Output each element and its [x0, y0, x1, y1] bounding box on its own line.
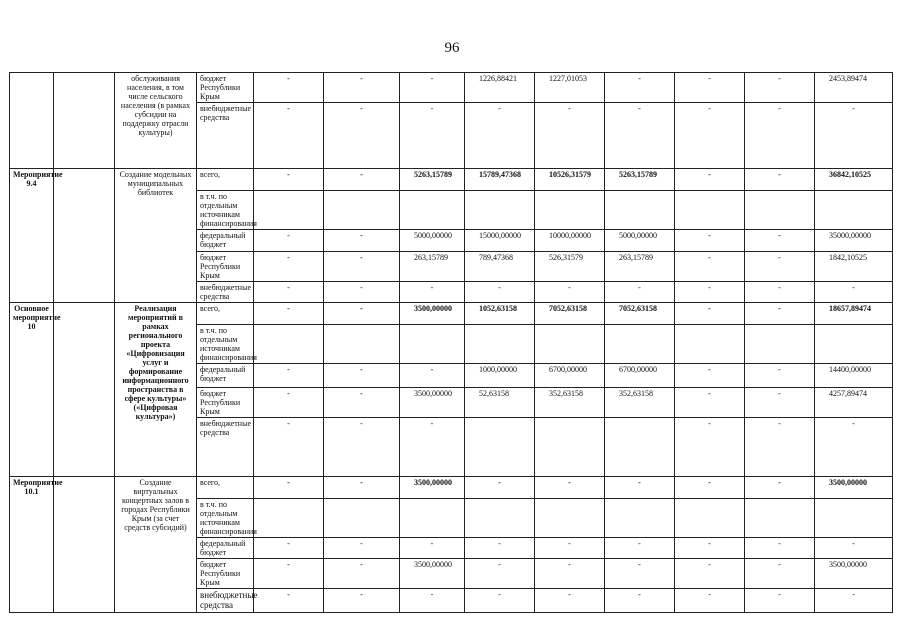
value-cell: -: [400, 282, 465, 303]
value-cell: [400, 325, 465, 364]
value-cell: [605, 499, 675, 538]
funding-source: федеральный бюджет: [197, 364, 254, 388]
measure-code: [10, 73, 54, 169]
measure-name: Реализация мероприятий в рамках регионального проекта «Цифровизация услуг и формирование информационного пространства в сфере культуры» («Цифровая культура»): [115, 303, 197, 477]
empty-cell: [54, 73, 115, 169]
value-cell: -: [254, 418, 324, 477]
value-cell: -: [535, 538, 605, 559]
funding-source: внебюджетные средства: [197, 103, 254, 169]
value-cell: -: [324, 477, 400, 499]
value-cell: 6700,00000: [535, 364, 605, 388]
value-cell: -: [465, 477, 535, 499]
value-cell: -: [605, 103, 675, 169]
value-cell: 1842,10525: [815, 252, 893, 282]
empty-cell: [54, 477, 115, 613]
funding-source: в т.ч. по отдельным источникам финансирования: [197, 325, 254, 364]
value-cell: 526,31579: [535, 252, 605, 282]
value-cell: [465, 325, 535, 364]
value-cell: -: [324, 589, 400, 613]
value-cell: -: [815, 418, 893, 477]
value-cell: -: [400, 364, 465, 388]
value-cell: 1226,88421: [465, 73, 535, 103]
value-cell: [324, 191, 400, 230]
funding-source: в т.ч. по отдельным источникам финансирования: [197, 499, 254, 538]
value-cell: 36842,10525: [815, 169, 893, 191]
funding-source: бюджет Республики Крым: [197, 388, 254, 418]
measure-code: Мероприятие 10.1: [10, 477, 54, 613]
value-cell: 3500,00000: [400, 303, 465, 325]
value-cell: -: [254, 282, 324, 303]
value-cell: 10526,31579: [535, 169, 605, 191]
value-cell: [745, 325, 815, 364]
value-cell: -: [675, 252, 745, 282]
value-cell: [815, 325, 893, 364]
value-cell: 6700,00000: [605, 364, 675, 388]
value-cell: -: [675, 169, 745, 191]
value-cell: 352,63158: [535, 388, 605, 418]
value-cell: -: [400, 589, 465, 613]
value-cell: -: [465, 589, 535, 613]
value-cell: 263,15789: [605, 252, 675, 282]
value-cell: [745, 191, 815, 230]
value-cell: -: [745, 559, 815, 589]
value-cell: [605, 191, 675, 230]
funding-source: всего,: [197, 477, 254, 499]
value-cell: [535, 191, 605, 230]
measure-code: Мероприятие 9.4: [10, 169, 54, 303]
value-cell: -: [254, 230, 324, 252]
value-cell: 3500,00000: [400, 388, 465, 418]
value-cell: -: [675, 388, 745, 418]
value-cell: -: [465, 282, 535, 303]
funding-source: бюджет Республики Крым: [197, 73, 254, 103]
value-cell: -: [605, 477, 675, 499]
value-cell: [465, 418, 535, 477]
value-cell: -: [745, 364, 815, 388]
value-cell: -: [675, 282, 745, 303]
value-cell: -: [254, 169, 324, 191]
value-cell: 15000,00000: [465, 230, 535, 252]
value-cell: 3500,00000: [400, 559, 465, 589]
value-cell: -: [254, 477, 324, 499]
value-cell: -: [675, 103, 745, 169]
value-cell: 5000,00000: [605, 230, 675, 252]
value-cell: 789,47368: [465, 252, 535, 282]
value-cell: -: [254, 589, 324, 613]
value-cell: [815, 499, 893, 538]
measure-name: обслуживания населения, в том числе сельского населения (в рамках субсидии на поддержку отрасли культуры): [115, 73, 197, 169]
funding-source: бюджет Республики Крым: [197, 559, 254, 589]
table-row: [10, 477, 893, 499]
value-cell: 3500,00000: [815, 559, 893, 589]
funding-source: внебюджетные средства: [197, 589, 254, 613]
value-cell: -: [254, 303, 324, 325]
value-cell: -: [324, 282, 400, 303]
value-cell: -: [535, 103, 605, 169]
value-cell: [535, 325, 605, 364]
empty-cell: [54, 169, 115, 303]
value-cell: -: [535, 589, 605, 613]
value-cell: 3500,00000: [815, 477, 893, 499]
value-cell: 4257,89474: [815, 388, 893, 418]
value-cell: -: [324, 103, 400, 169]
value-cell: -: [324, 303, 400, 325]
value-cell: -: [324, 538, 400, 559]
value-cell: -: [605, 73, 675, 103]
value-cell: -: [254, 388, 324, 418]
value-cell: [254, 325, 324, 364]
value-cell: [400, 499, 465, 538]
funding-source: бюджет Республики Крым: [197, 252, 254, 282]
value-cell: 352,63158: [605, 388, 675, 418]
value-cell: -: [400, 418, 465, 477]
value-cell: -: [254, 252, 324, 282]
value-cell: 3500,00000: [400, 477, 465, 499]
value-cell: -: [324, 252, 400, 282]
value-cell: -: [324, 418, 400, 477]
value-cell: -: [465, 103, 535, 169]
value-cell: -: [324, 388, 400, 418]
value-cell: [254, 499, 324, 538]
value-cell: -: [675, 589, 745, 613]
value-cell: -: [605, 559, 675, 589]
value-cell: -: [400, 103, 465, 169]
value-cell: -: [605, 589, 675, 613]
value-cell: -: [535, 477, 605, 499]
value-cell: 2453,89474: [815, 73, 893, 103]
value-cell: 7052,63158: [535, 303, 605, 325]
value-cell: -: [745, 388, 815, 418]
value-cell: [675, 325, 745, 364]
value-cell: -: [400, 538, 465, 559]
value-cell: -: [675, 559, 745, 589]
value-cell: -: [254, 364, 324, 388]
value-cell: [815, 191, 893, 230]
measure-name: Создание виртуальных концертных залов в городах Республики Крым (за счет средств субсидий): [115, 477, 197, 613]
value-cell: [400, 191, 465, 230]
value-cell: 10000,00000: [535, 230, 605, 252]
value-cell: [535, 418, 605, 477]
value-cell: -: [535, 282, 605, 303]
value-cell: [605, 325, 675, 364]
value-cell: -: [675, 418, 745, 477]
value-cell: 18657,89474: [815, 303, 893, 325]
value-cell: [465, 191, 535, 230]
value-cell: 14400,00000: [815, 364, 893, 388]
value-cell: 7052,63158: [605, 303, 675, 325]
value-cell: -: [745, 418, 815, 477]
funding-source: всего,: [197, 169, 254, 191]
value-cell: -: [745, 477, 815, 499]
value-cell: -: [324, 169, 400, 191]
value-cell: -: [745, 73, 815, 103]
value-cell: -: [745, 538, 815, 559]
value-cell: [465, 499, 535, 538]
value-cell: -: [815, 103, 893, 169]
value-cell: -: [675, 477, 745, 499]
value-cell: [254, 191, 324, 230]
value-cell: 1000,00000: [465, 364, 535, 388]
value-cell: -: [745, 252, 815, 282]
value-cell: -: [745, 303, 815, 325]
funding-source: внебюджетные средства: [197, 282, 254, 303]
value-cell: -: [745, 230, 815, 252]
value-cell: -: [675, 538, 745, 559]
value-cell: 35000,00000: [815, 230, 893, 252]
value-cell: 1052,63158: [465, 303, 535, 325]
measure-name: Создание модельных муниципальных библиотек: [115, 169, 197, 303]
funding-source: федеральный бюджет: [197, 230, 254, 252]
value-cell: -: [254, 559, 324, 589]
value-cell: 5263,15789: [400, 169, 465, 191]
value-cell: 15789,47368: [465, 169, 535, 191]
value-cell: [324, 325, 400, 364]
measure-code: Основное мероприятие 10: [10, 303, 54, 477]
value-cell: -: [745, 169, 815, 191]
value-cell: -: [535, 559, 605, 589]
table-row: [10, 169, 893, 191]
value-cell: -: [400, 73, 465, 103]
funding-source: всего,: [197, 303, 254, 325]
funding-source: федеральный бюджет: [197, 538, 254, 559]
value-cell: -: [745, 589, 815, 613]
value-cell: 263,15789: [400, 252, 465, 282]
value-cell: -: [605, 538, 675, 559]
value-cell: -: [254, 73, 324, 103]
value-cell: -: [815, 538, 893, 559]
funding-source: в т.ч. по отдельным источникам финансирования: [197, 191, 254, 230]
value-cell: 5000,00000: [400, 230, 465, 252]
value-cell: 52,63158: [465, 388, 535, 418]
value-cell: -: [675, 230, 745, 252]
value-cell: 1227,01053: [535, 73, 605, 103]
value-cell: -: [675, 303, 745, 325]
value-cell: -: [675, 73, 745, 103]
value-cell: -: [324, 559, 400, 589]
value-cell: [535, 499, 605, 538]
value-cell: -: [745, 103, 815, 169]
value-cell: 5263,15789: [605, 169, 675, 191]
value-cell: [605, 418, 675, 477]
value-cell: [675, 499, 745, 538]
table-row: [10, 73, 893, 103]
value-cell: -: [324, 364, 400, 388]
value-cell: -: [815, 589, 893, 613]
value-cell: -: [254, 103, 324, 169]
value-cell: [675, 191, 745, 230]
value-cell: -: [605, 282, 675, 303]
value-cell: -: [324, 73, 400, 103]
value-cell: -: [815, 282, 893, 303]
value-cell: -: [465, 538, 535, 559]
value-cell: [745, 499, 815, 538]
value-cell: -: [675, 364, 745, 388]
empty-cell: [54, 303, 115, 477]
funding-source: внебюджетные средства: [197, 418, 254, 477]
value-cell: -: [465, 559, 535, 589]
page-number: 96: [444, 40, 460, 56]
value-cell: -: [254, 538, 324, 559]
value-cell: [324, 499, 400, 538]
value-cell: -: [324, 230, 400, 252]
value-cell: -: [745, 282, 815, 303]
budget-table: [9, 72, 893, 613]
table-row: [10, 303, 893, 325]
